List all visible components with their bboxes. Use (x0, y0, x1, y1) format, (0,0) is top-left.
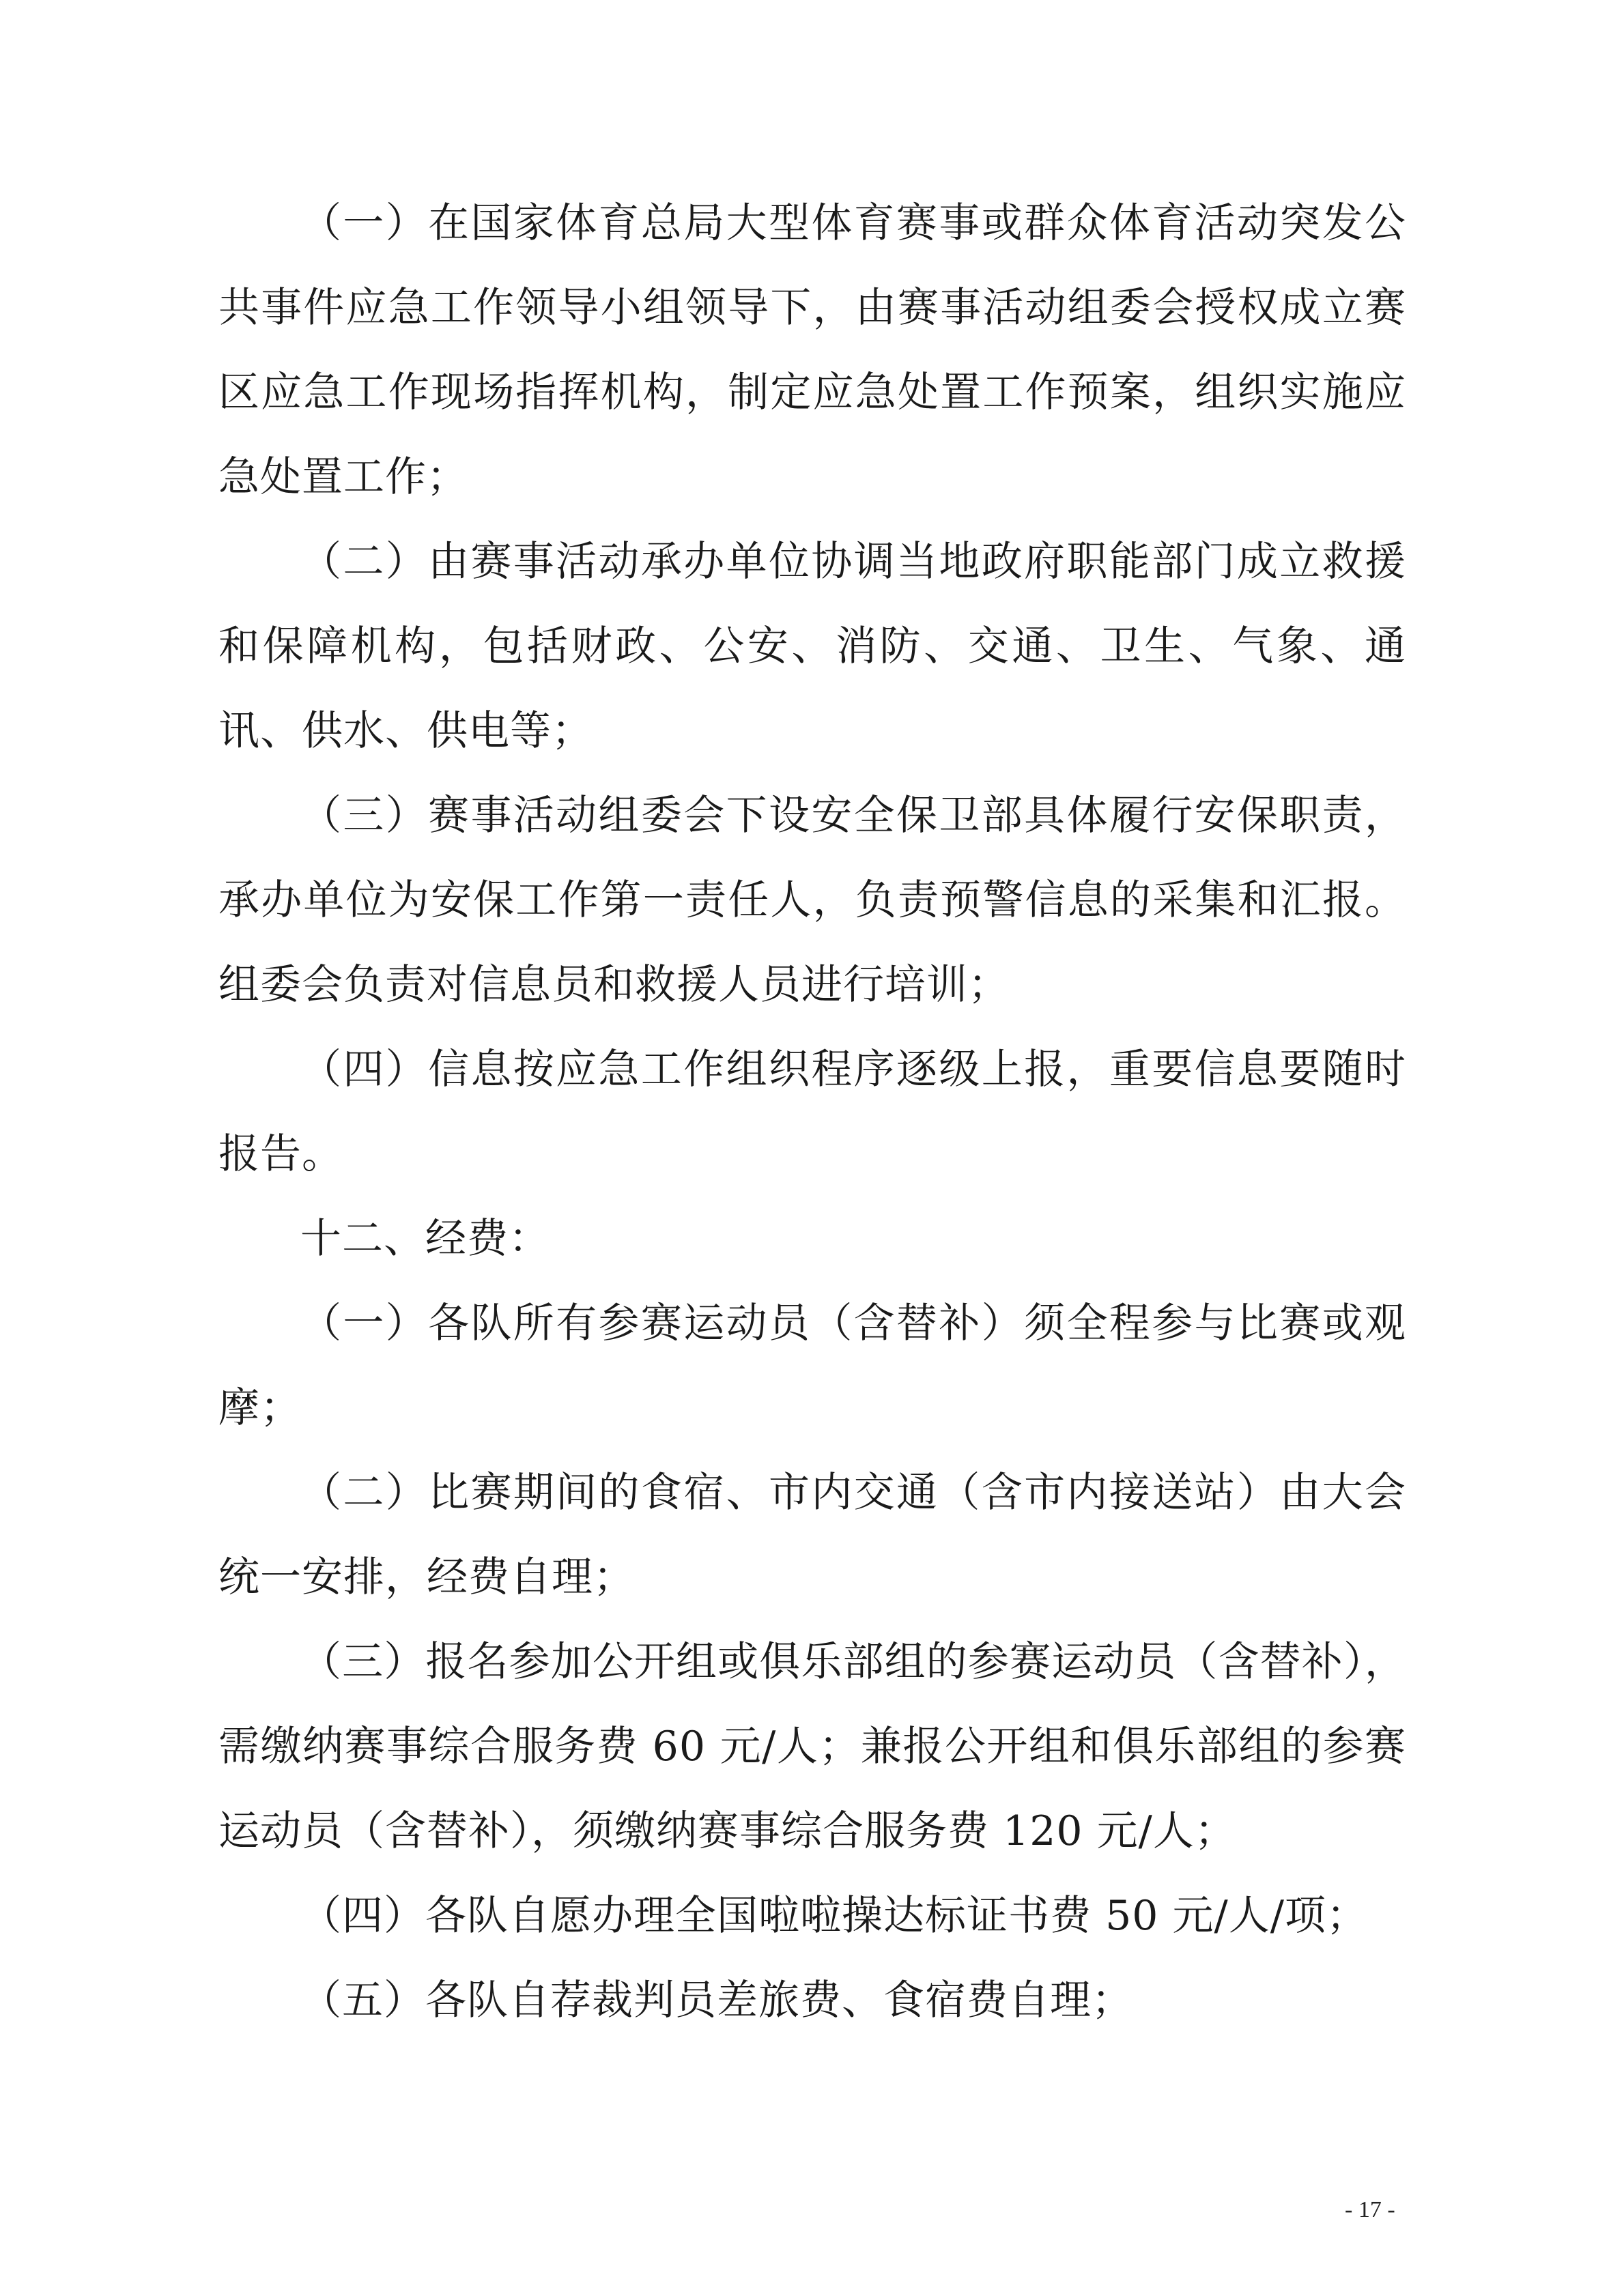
paragraph-service-fee: （三）报名参加公开组或俱乐部组的参赛运动员（含替补），需缴纳赛事综合服务费 60 元/人；兼报公开组和俱乐部组的参赛运动员（含替补），须缴纳赛事综合服务费 120 元/人； (218, 1638, 1406, 1855)
document-body (218, 181, 1406, 2043)
section-heading-funding: 十二、经费： (300, 1215, 550, 1263)
paragraph-board-lodging: （二）比赛期间的食宿、市内交通（含市内接送站）由大会统一安排，经费自理； (218, 1469, 1406, 1601)
paragraph-emergency-command: （一）在国家体育总局大型体育赛事或群众体育活动突发公共事件应急工作领导小组领导下，由赛事活动组委会授权成立赛区应急工作现场指挥机构，制定应急处置工作预案，组织实施应急处置工作； (218, 199, 1406, 501)
paragraph-certificate-fee: （四）各队自愿办理全国啦啦操达标证书费 50 元/人/项； (300, 1892, 1368, 1940)
paragraph-athlete-participation: （一）各队所有参赛运动员（含替补）须全程参与比赛或观摩； (218, 1300, 1406, 1432)
paragraph-rescue-support: （二）由赛事活动承办单位协调当地政府职能部门成立救援和保障机构，包括财政、公安、消防、交通、卫生、气象、通讯、供水、供电等； (218, 538, 1406, 755)
paragraph-security-department: （三）赛事活动组委会下设安全保卫部具体履行安保职责，承办单位为安保工作第一责任人，负责预警信息的采集和汇报。组委会负责对信息员和救援人员进行培训； (218, 792, 1406, 1009)
page-number: - 17 - (1345, 2197, 1395, 2222)
paragraph-information-reporting: （四）信息按应急工作组织程序逐级上报，重要信息要随时报告。 (218, 1046, 1406, 1178)
paragraph-referee-expenses: （五）各队自荐裁判员差旅费、食宿费自理； (300, 1977, 1133, 2024)
